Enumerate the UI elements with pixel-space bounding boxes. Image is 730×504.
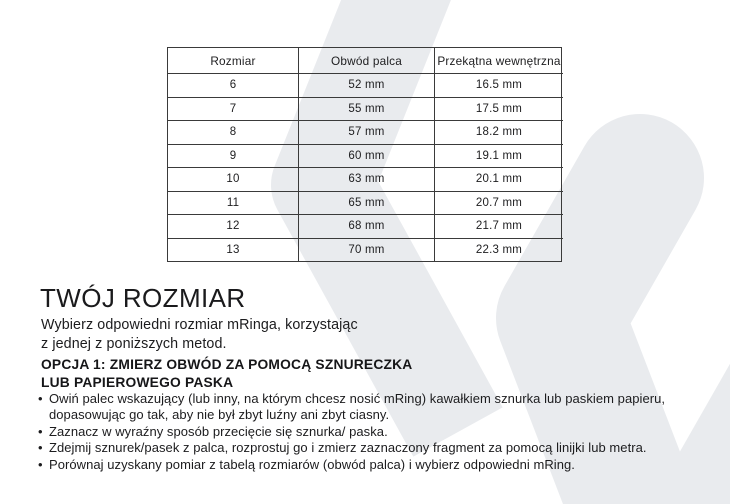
table-cell: 11 [168, 191, 298, 215]
table-cell: 55 mm [298, 97, 434, 121]
table-cell: 13 [168, 238, 298, 262]
option1-heading [41, 356, 412, 392]
table-cell: 7 [168, 97, 298, 121]
table-cell: 52 mm [298, 73, 434, 97]
section-title: TWÓJ ROZMIAR [40, 283, 246, 313]
instruction-item [38, 424, 728, 440]
ring-size-table [167, 47, 562, 262]
bullet-dot-icon: • [38, 423, 43, 439]
table-header-cell: Obwód palca [298, 48, 434, 73]
table-cell: 70 mm [298, 238, 434, 262]
option1-heading-line: OPCJA 1: ZMIERZ OBWÓD ZA POMOCĄ SZNURECZKA [41, 357, 413, 372]
table-cell: 12 [168, 214, 298, 238]
intro-line: z jednej z poniższych metod. [41, 335, 227, 352]
instruction-text: Zaznacz w wyraźny sposób przecięcie się sznurka/ paska. [49, 423, 388, 439]
table-cell: 6 [168, 73, 298, 97]
table-cell: 10 [168, 167, 298, 191]
table-cell: 19.1 mm [434, 144, 563, 168]
instruction-item [38, 391, 728, 424]
option1-heading-line: LUB PAPIEROWEGO PASKA [41, 375, 234, 390]
table-cell: 60 mm [298, 144, 434, 168]
table-cell: 9 [168, 144, 298, 168]
bullet-dot-icon: • [38, 391, 43, 406]
instruction-text: Porównaj uzyskany pomiar z tabelą rozmiarów (obwód palca) i wybierz odpowiedni mRing. [49, 456, 575, 472]
bullet-dot-icon: • [38, 456, 43, 472]
table-cell: 21.7 mm [434, 214, 563, 238]
table-cell: 18.2 mm [434, 120, 563, 144]
intro-text [41, 316, 358, 353]
table-cell: 65 mm [298, 191, 434, 215]
table-cell: 63 mm [298, 167, 434, 191]
bullet-dot-icon: • [38, 440, 43, 456]
instruction-text: Zdejmij sznurek/pasek z palca, rozprostuj go i zmierz zaznaczony fragment za pomocą linijki lub metra. [49, 440, 647, 456]
instruction-item [38, 440, 728, 456]
table-cell: 17.5 mm [434, 97, 563, 121]
table-header-cell: Przekątna wewnętrzna [434, 48, 563, 73]
table-cell: 22.3 mm [434, 238, 563, 262]
intro-line: Wybierz odpowiedni rozmiar mRinga, korzystając [41, 317, 358, 333]
table-cell: 8 [168, 120, 298, 144]
table-cell: 68 mm [298, 214, 434, 238]
table-cell: 16.5 mm [434, 73, 563, 97]
instruction-item [38, 457, 728, 473]
instruction-text: Owiń palec wskazujący (lub inny, na którym chcesz nosić mRing) kawałkiem sznurka lub paskiem papieru, dopasowując go tak, aby nie był zbyt luźny ani zbyt ciasny. [49, 391, 666, 423]
table-cell: 57 mm [298, 120, 434, 144]
table-cell: 20.7 mm [434, 191, 563, 215]
table-cell: 20.1 mm [434, 167, 563, 191]
table-header-cell: Rozmiar [210, 53, 256, 68]
instruction-list [38, 391, 728, 473]
